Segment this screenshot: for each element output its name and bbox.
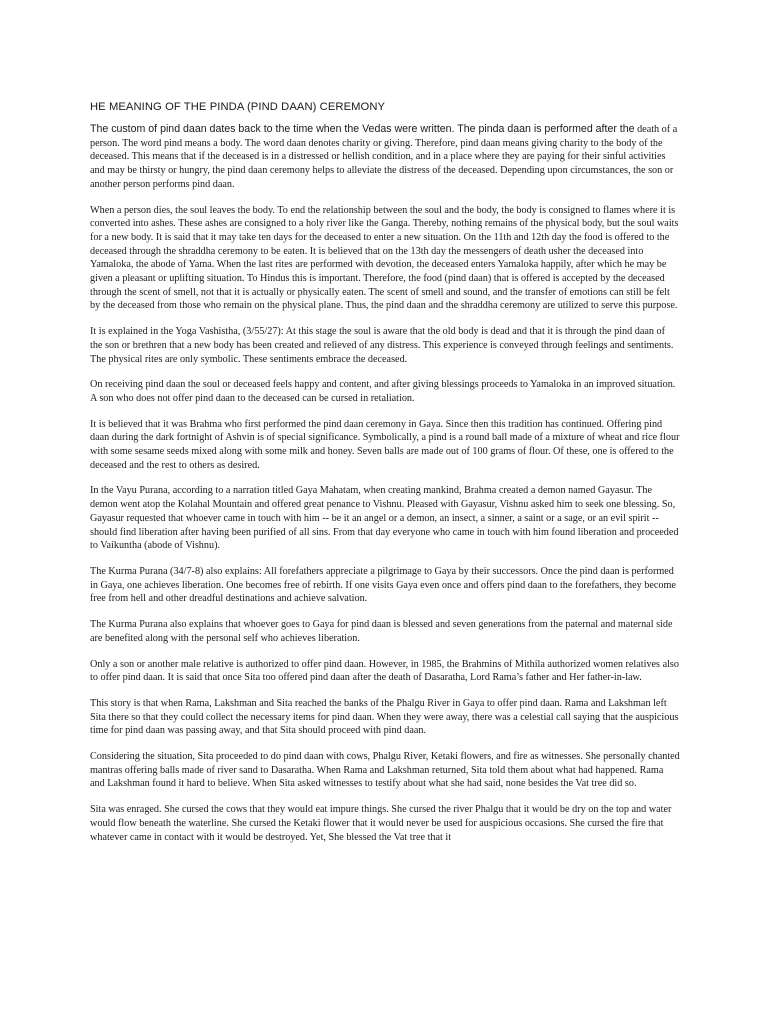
- paragraph-vayu-purana: In the Vayu Purana, according to a narration titled Gaya Mahatam, when creating mankind, Brahma created a demon named Gayasur. The demon went atop the Kolahal Mountain and offered great penance to Vishnu. Pleased with Gayasur, Vishnu asked him to seek one blessing. So, Gayasur requested that whoever came in touch with him -- be it an angel or a demon, an insect, a sinner, a saint or a sage, or an evil spirit -- should find liberation after having been purified of all sins. From that day everyone who came in touch with him found liberation and proceeded to Vaikuntha (abode of Vishnu).: [90, 485, 679, 552]
- intro-rest-text: death of a person. The word pind means a body. The word daan denotes charity or giving. Therefore, pind daan means giving charity to the body of the deceased. This means that if the deceased is in a distressed or hellish condition, and in a place where they are paying for their sinful activities and may be thirsty or hungry, the pind daan ceremony helps to alleviate the distress of the deceased. Depending upon circumstances, the son or another person performs pind daan.: [90, 124, 678, 190]
- intro-paragraph: [90, 123, 680, 192]
- paragraph-yoga-vashistha: It is explained in the Yoga Vashistha, (3/55/27): At this stage the soul is aware that the old body is dead and that it is through the pind daan of the son or brethren that a new body has been created and relieved of any distress. This experience is conveyed through feelings and sentiments. The physical rites are only symbolic. These sentiments embrace the deceased.: [90, 326, 674, 365]
- paragraph-phalgu-story: This story is that when Rama, Lakshman and Sita reached the banks of the Phalgu River in Gaya to offer pind daan. Rama and Lakshman left Sita there so that they could collect the necessary items for pind daan. When they were away, there was a celestial call saying that the auspicious time for pind daan was passing away, and that Sita should proceed with pind daan.: [90, 697, 679, 737]
- paragraph-soul-leaves-body: When a person dies, the soul leaves the body. To end the relationship between the soul and the body, the body is consigned to flames where it is converted into ashes. These ashes are consigned to a holy river like the Ganga. Thereby, nothing remains of the physical body, but the soul waits for a new body. It is said that it may take ten days for the deceased to enter a new situation. On the 11th and 12th day the food is offered to the deceased through the shraddha ceremony to be eaten. It is believed that on the 13th day the messengers of death usher the deceased into Yamaloka, the abode of Yama. When the last rites are performed with devotion, the deceased enters Yamaloka happily, after which he may be given a pleasant or uplifting situation. To Hindus this is important. Therefore, the food (pind daan) that is offered is accepted by the deceased through the scent of smell, not that it is actually or physically eaten. The scent of smell and sound, and the transfer of emotions can still be felt by the deceased from those who remain on the physical plane. Thus, the pind daan and the shraddha ceremony are utilized to serve this purpose.: [90, 204, 679, 312]
- paragraph-male-relative: Only a son or another male relative is authorized to offer pind daan. However, in 1985, the Brahmins of Mithila authorized women relatives also to offer pind daan. It is said that once Sita too offered pind daan after the death of Dasaratha, Lord Rama’s father and Her father-in-law.: [90, 658, 679, 684]
- paragraph-sita-witnesses: Considering the situation, Sita proceeded to do pind daan with cows, Phalgu River, Ketaki flowers, and fire as witnesses. She personally chanted mantras offering balls made of river sand to Dasaratha. When Rama and Lakshman returned, Sita told them about what had happened. Rama and Lakshman found it hard to believe. When Sita asked witnesses to testify about what she had said, none besides the Vat tree did so.: [90, 751, 680, 790]
- paragraph-brahma-gaya: It is believed that it was Brahma who first performed the pind daan ceremony in Gaya. Since then this tradition has continued. Offering pind daan during the dark fortnight of Ashvin is of special significance. Symbolically, a pind is a round ball made of a mixture of wheat and rice flour with some sesame seeds mixed along with some milk and honey. Seven balls are made out of 100 grams of flour. Of these, one is offered to the deceased and the rest to others as desired.: [90, 418, 680, 471]
- intro-lead-text: The custom of pind daan dates back to the time when the Vedas were written. The pinda daan is performed after the: [90, 123, 635, 135]
- paragraph-receiving-pind-daan: On receiving pind daan the soul or deceased feels happy and content, and after giving blessings proceeds to Yamaloka in an improved situation. A son who does not offer pind daan to the deceased can be cursed in retaliation.: [90, 379, 676, 404]
- paragraph-sita-curses: Sita was enraged. She cursed the cows that they would eat impure things. She cursed the river Phalgu that it would be dry on the top and water would flow beneath the waterline. She cursed the Ketaki flower that it would never be used for auspicious occasions. She cursed the fire that whatever came in contact with it would be destroyed. Yet, She blessed the Vat tree that it: [90, 804, 672, 843]
- paragraph-kurma-purana: The Kurma Purana (34/7-8) also explains: All forefathers appreciate a pilgrimage to Gaya by their successors. Once the pind daan is performed in Gaya, one achieves liberation. One becomes free of rebirth. If one visits Gaya even once and offers pind daan to the forefathers, they become free from hell and other dreadful destinations and achieve salvation.: [90, 565, 676, 605]
- document-page: [90, 100, 680, 856]
- document-title: HE MEANING OF THE PINDA (PIND DAAN) CEREMONY: [90, 101, 386, 113]
- paragraph-kurma-purana-generations: The Kurma Purana also explains that whoever goes to Gaya for pind daan is blessed and seven generations from the paternal and maternal side are benefited along with the personal self who achieves liberation.: [90, 619, 673, 644]
